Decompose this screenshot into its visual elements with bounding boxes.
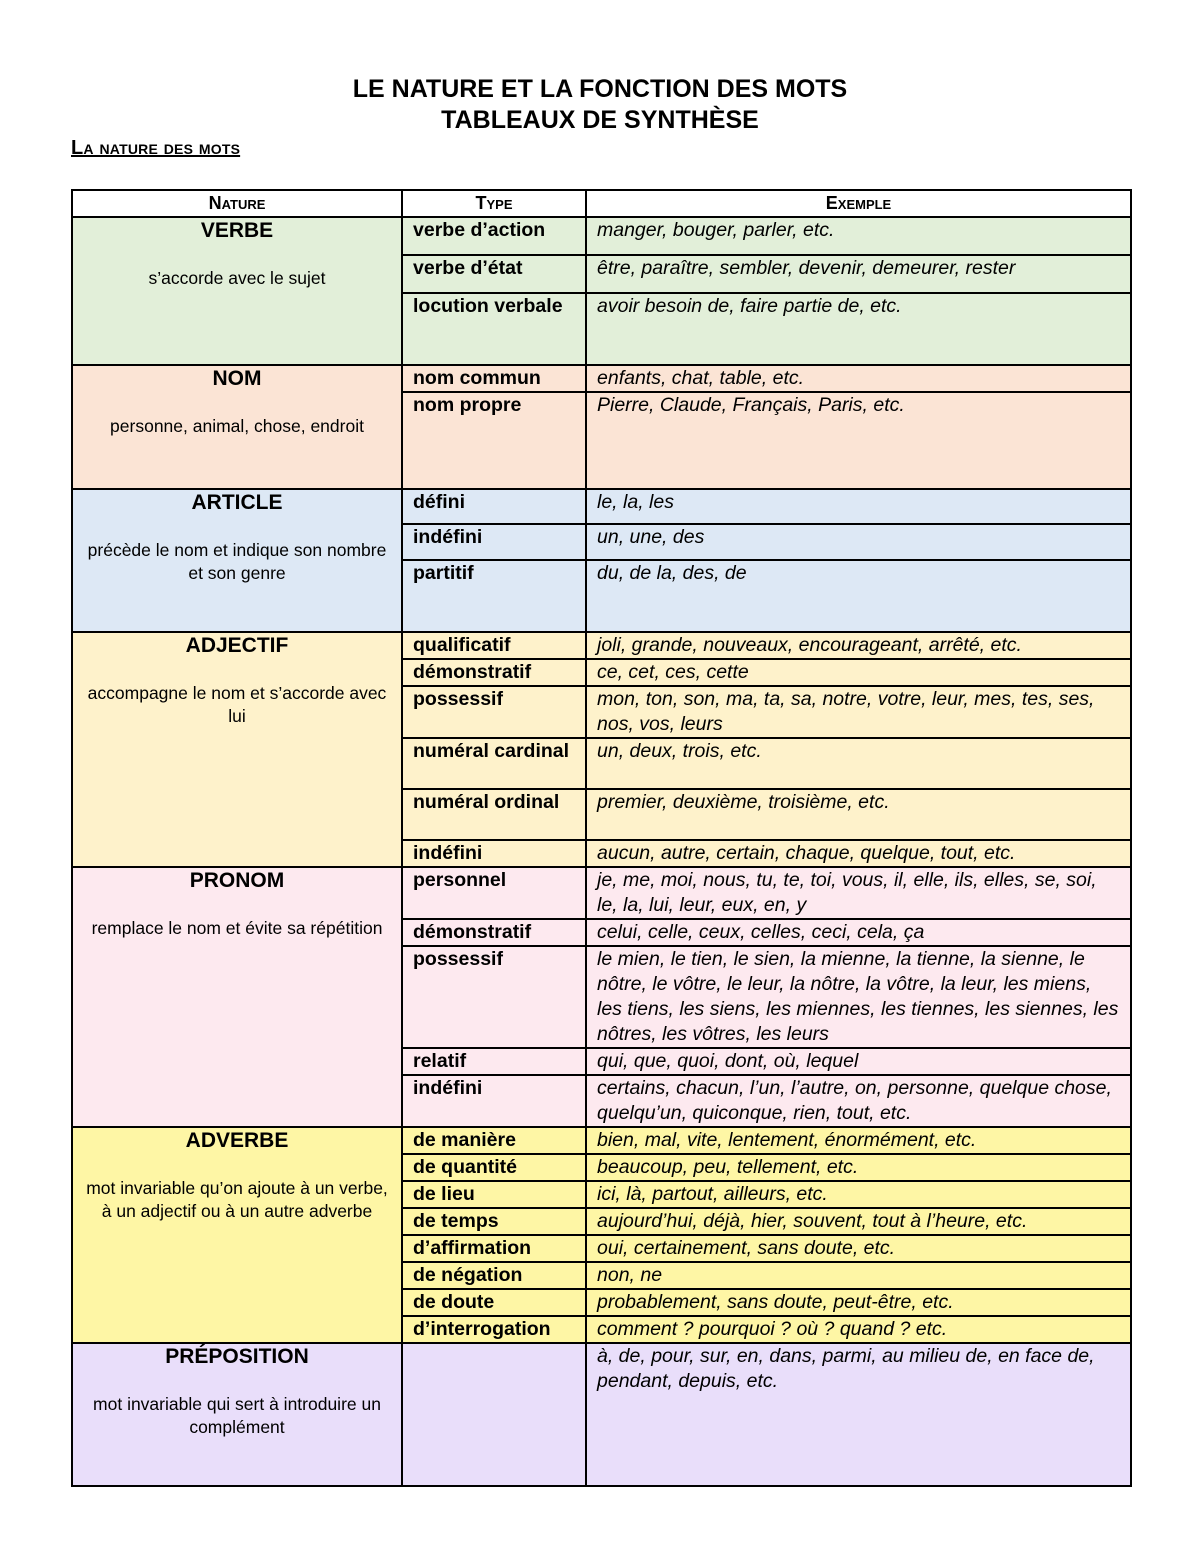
- example-cell: un, une, des: [586, 524, 1131, 560]
- nature-name: PRONOM: [189, 869, 285, 892]
- nature-name: ADVERBE: [185, 1129, 289, 1152]
- example-cell: oui, certainement, sans doute, etc.: [586, 1235, 1131, 1262]
- type-cell: numéral cardinal: [402, 738, 586, 789]
- nature-cell: [72, 217, 402, 365]
- example-cell: premier, deuxième, troisième, etc.: [586, 789, 1131, 840]
- example-cell: joli, grande, nouveaux, encourageant, arrêté, etc.: [586, 632, 1131, 659]
- table-row: [72, 1127, 1131, 1154]
- type-cell: indéfini: [402, 524, 586, 560]
- section-heading: La nature des mots: [71, 137, 241, 159]
- type-cell: verbe d’action: [402, 217, 586, 255]
- table-row: [72, 867, 1131, 919]
- example-cell: le mien, le tien, le sien, la mienne, la tienne, la sienne, le nôtre, le vôtre, le leur, la nôtre, la vôtre, la leur, les miens, les tiens, les siens, les miennes, les tiennes, les siennes, les nôtres, les vôtres, les leurs: [586, 946, 1131, 1048]
- nature-name: PRÉPOSITION: [165, 1345, 309, 1368]
- example-cell: beaucoup, peu, tellement, etc.: [586, 1154, 1131, 1181]
- type-cell: d’affirmation: [402, 1235, 586, 1262]
- nature-description: précède le nom et indique son nombre et son genre: [87, 540, 387, 583]
- nature-description: mot invariable qui sert à introduire un complément: [93, 1394, 381, 1437]
- example-cell: manger, bouger, parler, etc.: [586, 217, 1131, 255]
- nature-description: personne, animal, chose, endroit: [110, 416, 364, 436]
- table-row: [72, 217, 1131, 255]
- header-exemple: Exemple: [586, 190, 1131, 217]
- nature-description: remplace le nom et évite sa répétition: [91, 918, 383, 938]
- nature-description: s’accorde avec le sujet: [148, 268, 326, 288]
- example-cell: mon, ton, son, ma, ta, sa, notre, votre, leur, mes, tes, ses, nos, vos, leurs: [586, 686, 1131, 738]
- nature-cell: [72, 1343, 402, 1486]
- example-cell: certains, chacun, l’un, l’autre, on, personne, quelque chose, quelqu’un, quiconque, rien, tout, etc.: [586, 1075, 1131, 1127]
- example-cell: comment ? pourquoi ? où ? quand ? etc.: [586, 1316, 1131, 1343]
- nature-name: NOM: [212, 367, 262, 390]
- table-row: [72, 365, 1131, 392]
- type-cell: de lieu: [402, 1181, 586, 1208]
- type-cell: de temps: [402, 1208, 586, 1235]
- nature-description: mot invariable qu’on ajoute à un verbe, à un adjectif ou à un autre adverbe: [86, 1178, 388, 1221]
- example-cell: à, de, pour, sur, en, dans, parmi, au milieu de, en face de, pendant, depuis, etc.: [586, 1343, 1131, 1486]
- example-cell: un, deux, trois, etc.: [586, 738, 1131, 789]
- nature-cell: [72, 1127, 402, 1343]
- document-title: [0, 74, 1200, 136]
- type-cell: possessif: [402, 946, 586, 1048]
- title-line-2: TABLEAUX DE SYNTHÈSE: [441, 106, 759, 134]
- table-header-row: [72, 190, 1131, 217]
- type-cell: partitif: [402, 560, 586, 632]
- nature-cell: [72, 365, 402, 489]
- example-cell: bien, mal, vite, lentement, énormément, etc.: [586, 1127, 1131, 1154]
- table-row: [72, 1343, 1131, 1486]
- type-cell: numéral ordinal: [402, 789, 586, 840]
- nature-cell: [72, 867, 402, 1127]
- nature-name: ARTICLE: [191, 491, 283, 514]
- example-cell: Pierre, Claude, Français, Paris, etc.: [586, 392, 1131, 489]
- example-cell: le, la, les: [586, 489, 1131, 524]
- type-cell: personnel: [402, 867, 586, 919]
- header-type: Type: [402, 190, 586, 217]
- type-cell: d’interrogation: [402, 1316, 586, 1343]
- type-cell: [402, 1343, 586, 1486]
- example-cell: celui, celle, ceux, celles, ceci, cela, ça: [586, 919, 1131, 946]
- nature-name: ADJECTIF: [185, 634, 289, 657]
- type-cell: de négation: [402, 1262, 586, 1289]
- example-cell: ce, cet, ces, cette: [586, 659, 1131, 686]
- type-cell: relatif: [402, 1048, 586, 1075]
- example-cell: non, ne: [586, 1262, 1131, 1289]
- example-cell: du, de la, des, de: [586, 560, 1131, 632]
- type-cell: possessif: [402, 686, 586, 738]
- type-cell: indéfini: [402, 1075, 586, 1127]
- title-line-1: LE NATURE ET LA FONCTION DES MOTS: [352, 75, 848, 103]
- nature-cell: [72, 632, 402, 867]
- example-cell: probablement, sans doute, peut-être, etc.: [586, 1289, 1131, 1316]
- example-cell: être, paraître, sembler, devenir, demeurer, rester: [586, 255, 1131, 293]
- nature-description: accompagne le nom et s’accorde avec lui: [87, 683, 387, 726]
- example-cell: aujourd’hui, déjà, hier, souvent, tout à l’heure, etc.: [586, 1208, 1131, 1235]
- nature-table: [71, 189, 1132, 1487]
- type-cell: qualificatif: [402, 632, 586, 659]
- nature-name: VERBE: [200, 219, 274, 242]
- example-cell: je, me, moi, nous, tu, te, toi, vous, il, elle, ils, elles, se, soi, le, la, lui, leur, eux, en, y: [586, 867, 1131, 919]
- table-row: [72, 632, 1131, 659]
- type-cell: indéfini: [402, 840, 586, 867]
- type-cell: de doute: [402, 1289, 586, 1316]
- type-cell: nom commun: [402, 365, 586, 392]
- type-cell: défini: [402, 489, 586, 524]
- type-cell: nom propre: [402, 392, 586, 489]
- example-cell: aucun, autre, certain, chaque, quelque, tout, etc.: [586, 840, 1131, 867]
- type-cell: verbe d’état: [402, 255, 586, 293]
- type-cell: de quantité: [402, 1154, 586, 1181]
- type-cell: locution verbale: [402, 293, 586, 365]
- example-cell: avoir besoin de, faire partie de, etc.: [586, 293, 1131, 365]
- nature-cell: [72, 489, 402, 632]
- type-cell: démonstratif: [402, 659, 586, 686]
- example-cell: enfants, chat, table, etc.: [586, 365, 1131, 392]
- type-cell: de manière: [402, 1127, 586, 1154]
- type-cell: démonstratif: [402, 919, 586, 946]
- example-cell: qui, que, quoi, dont, où, lequel: [586, 1048, 1131, 1075]
- table-row: [72, 489, 1131, 524]
- example-cell: ici, là, partout, ailleurs, etc.: [586, 1181, 1131, 1208]
- header-nature: Nature: [72, 190, 402, 217]
